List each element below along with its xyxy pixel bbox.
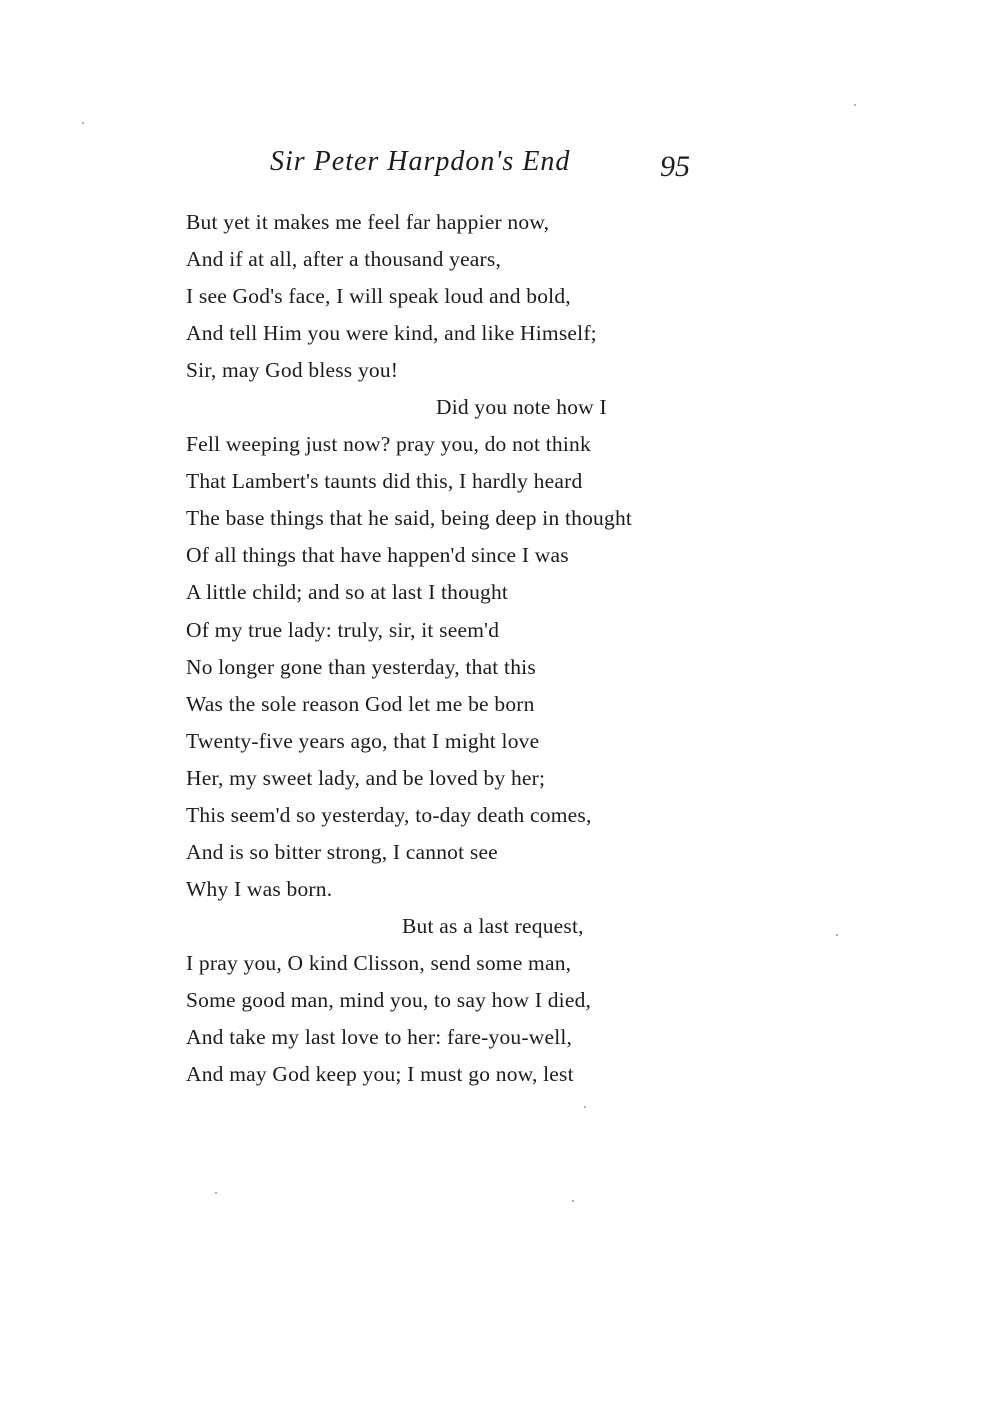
poem-line: A little child; and so at last I thought: [186, 580, 509, 605]
poem-line: Was the sole reason God let me be born: [186, 691, 535, 716]
poem-line: And is so bitter strong, I cannot see: [186, 839, 498, 864]
paper-speck: [584, 1106, 586, 1108]
poem-line: Fell weeping just now? pray you, do not think: [186, 432, 591, 457]
poem-line: And may God keep you; I must go now, lest: [186, 1062, 574, 1087]
poem-line: This seem'd so yesterday, to-day death comes,: [186, 802, 592, 827]
running-title: Sir Peter Harpdon's End: [270, 146, 571, 177]
poem-line: Twenty-five years ago, that I might love: [186, 728, 540, 753]
paper-speck: [572, 1200, 574, 1202]
poem-line: Some good man, mind you, to say how I died,: [186, 987, 592, 1012]
poem-line: And if at all, after a thousand years,: [186, 247, 502, 272]
paper-speck: [854, 104, 856, 106]
poem-line: But as a last request,: [402, 913, 584, 938]
poem-line: Why I was born.: [186, 876, 333, 901]
poem-line: But yet it makes me feel far happier now,: [186, 210, 550, 234]
poem-text: [186, 204, 746, 1093]
page-number: 95: [660, 150, 690, 183]
poem-line: And take my last love to her: fare-you-well,: [186, 1025, 573, 1050]
poem-line: Her, my sweet lady, and be loved by her;: [186, 765, 546, 790]
poem-line: I see God's face, I will speak loud and bold,: [186, 284, 571, 309]
poem-line: No longer gone than yesterday, that this: [186, 654, 536, 679]
poem-line: The base things that he said, being deep in thought: [186, 506, 633, 531]
paper-speck: [836, 934, 838, 936]
poem-line: Did you note how I: [436, 395, 607, 420]
poem-line: Of all things that have happen'd since I was: [186, 543, 569, 568]
poem-line: Sir, may God bless you!: [186, 358, 399, 383]
paper-speck: [82, 122, 84, 124]
poem-line: I pray you, O kind Clisson, send some man,: [186, 950, 572, 975]
poem-line: That Lambert's taunts did this, I hardly heard: [186, 469, 583, 494]
paper-speck: [215, 1192, 217, 1194]
poem-line: And tell Him you were kind, and like Himself;: [186, 321, 597, 346]
poem-line: Of my true lady: truly, sir, it seem'd: [186, 617, 500, 642]
